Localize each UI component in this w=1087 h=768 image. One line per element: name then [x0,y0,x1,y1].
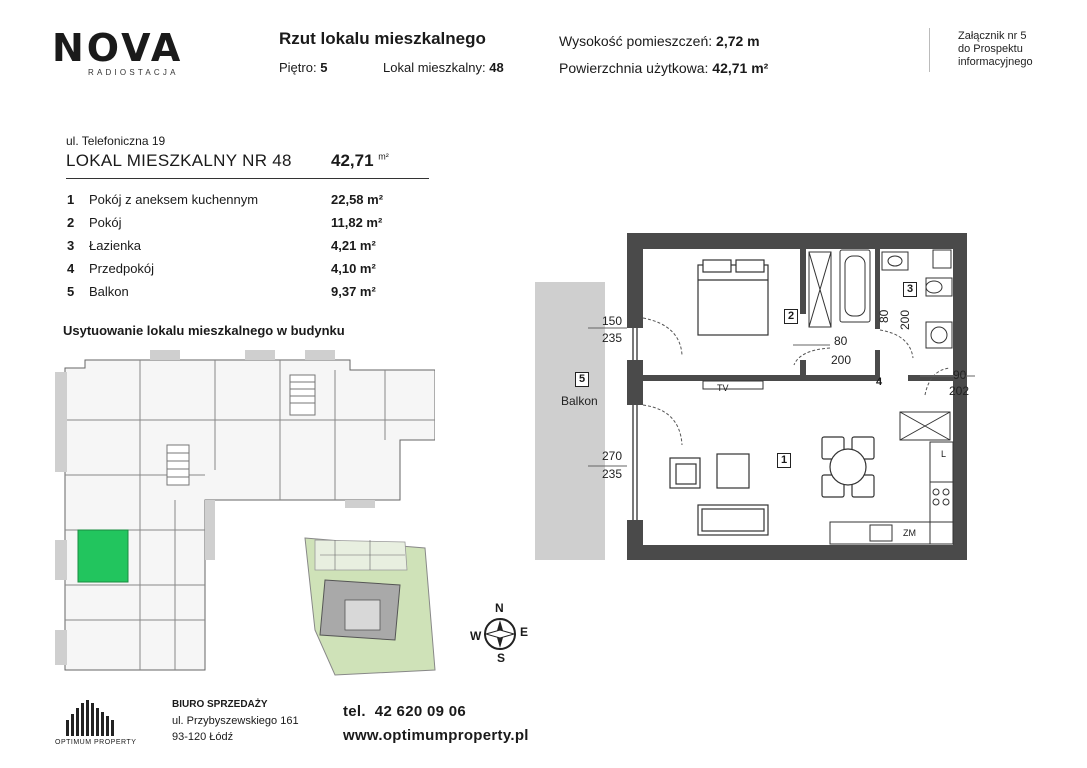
dim-label: 235 [602,331,623,345]
sales-office [172,697,299,745]
room-number: 2 [67,215,75,230]
room-number: 4 [67,261,75,276]
annex-note [958,30,1033,69]
room-tag-2: 2 [784,309,798,324]
logo-text: NOVA [52,26,184,70]
compass-n: N [495,601,504,615]
phone-link[interactable]: tel. 42 620 09 06 [343,703,466,720]
office-street: ul. Przybyszewskiego 161 [172,715,299,727]
fridge-label: L [941,449,947,459]
room-number: 3 [67,238,75,253]
room-area: 11,82 m² [331,215,383,230]
room-row [67,284,397,306]
page-title: Rzut lokalu mieszkalnego [279,29,486,48]
annex-line: Załącznik nr 5 [958,30,1027,42]
brand-logo [52,26,182,81]
logo-subtitle: RADIOSTACJA [88,68,179,77]
balcony-label: Balkon [561,394,598,408]
room-name: Pokój z aneksem kuchennym [89,192,259,207]
unit-value: 48 [489,60,504,75]
room-tag-3: 3 [903,282,917,297]
dim-label: 202 [949,384,970,398]
room-area: 4,21 m² [331,238,376,253]
office-title: BIURO SPRZEDAŻY [172,699,268,710]
floor-info [279,60,327,75]
room-area: 22,58 m² [331,192,384,207]
usable-label: Powierzchnia użytkowa: [559,60,709,76]
floor-label: Piętro: [279,60,317,75]
room-tag-4: 4 [876,376,883,388]
room-name: Pokój [89,215,122,230]
unit-label: Lokal mieszkalny: [383,60,486,75]
dim-label: 90 [953,368,967,382]
room-row [67,192,397,214]
balcony-area [535,282,605,560]
website-link[interactable]: www.optimumproperty.pl [343,727,529,744]
room-area: 9,37 m² [331,284,376,299]
unit-address: ul. Telefoniczna 19 [66,134,166,148]
unit-area-unit: m² [378,151,389,162]
room-name: Łazienka [89,238,142,253]
dim-label: 200 [831,353,852,367]
unit-divider [66,178,429,179]
compass-s: S [497,651,506,665]
floor-value: 5 [320,60,328,75]
compass-w: W [470,629,482,643]
unit-title: LOKAL MIESZKALNY NR 48 [66,151,292,170]
usable-value: 42,71 m² [712,60,769,76]
room-number: 1 [67,192,75,207]
unit-area [331,151,389,171]
room-name: Balkon [89,284,129,299]
site-plan [295,530,445,680]
dim-label: 150 [602,314,623,328]
room-number: 5 [67,284,75,299]
compass-rose-icon [483,617,517,651]
room-name: Przedpokój [89,261,155,276]
company-logo-icon [64,700,122,736]
annex-line: do Prospektu [958,43,1023,55]
unit-info [383,60,504,75]
usable-info [559,60,768,76]
dim-label: 200 [898,309,912,330]
annex-line: informacyjnego [958,56,1033,68]
room-area: 4,10 m² [331,261,376,276]
header-divider [929,28,930,72]
room-row [67,238,397,260]
tv-label: TV [717,383,729,393]
height-info [559,33,760,49]
zm-label: ZM [903,528,916,538]
highlighted-unit [78,530,128,582]
room-row [67,261,397,283]
dim-label: 80 [877,309,891,323]
room-row [67,215,397,237]
room-tag-5: 5 [575,372,589,387]
location-title: Usytuowanie lokalu mieszkalnego w budynku [63,323,345,338]
compass-e: E [520,625,529,639]
dim-label: 235 [602,467,623,481]
dim-label: 80 [834,334,848,348]
unit-area-value: 42,71 [331,151,374,170]
room-tag-1: 1 [777,453,791,468]
compass [470,601,530,667]
height-label: Wysokość pomieszczeń: [559,33,713,49]
height-value: 2,72 m [716,33,760,49]
dim-label: 270 [602,449,623,463]
office-city: 93-120 Łódź [172,731,234,743]
company-name: OPTIMUM PROPERTY [55,739,137,746]
